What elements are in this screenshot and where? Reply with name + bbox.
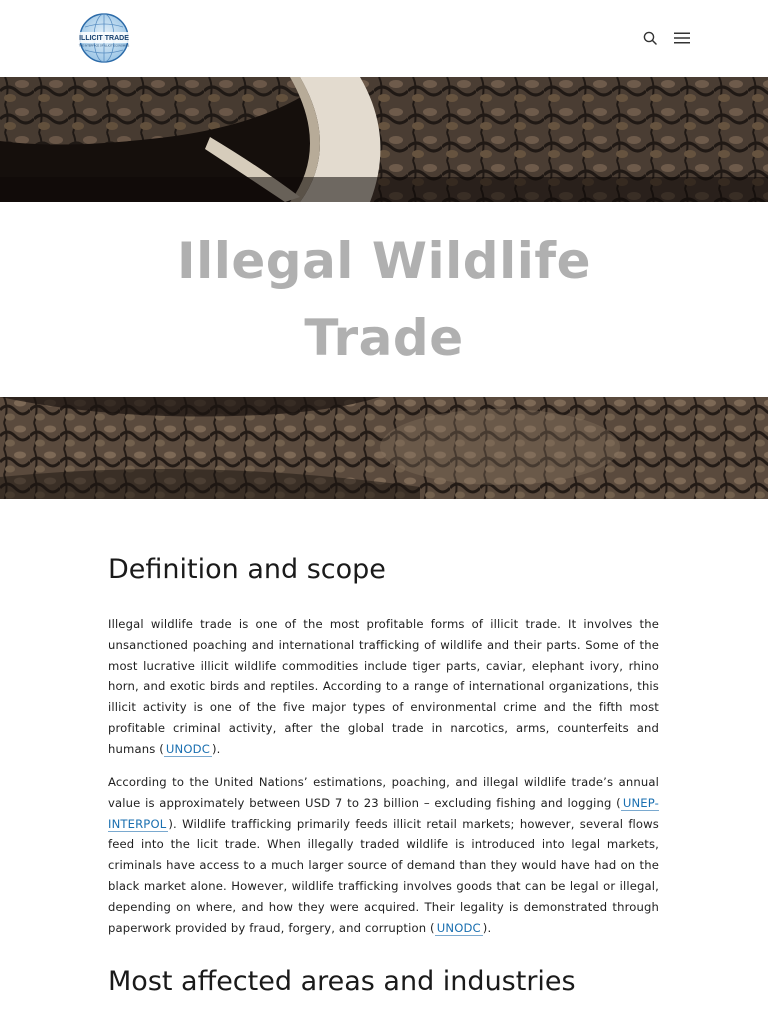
hero-image-bottom: [0, 397, 768, 499]
site-header: [0, 0, 768, 77]
unodc-link-2[interactable]: UNODC: [436, 920, 481, 935]
paragraph-text: According to the United Nations’ estimations, poaching, and illegal wildlife trade’s annual value is approximately between USD 7 to 23 billion – excluding fishing and logging (: [108, 775, 659, 810]
hero-banner: [0, 77, 768, 499]
globe-logo-icon: [77, 8, 131, 68]
paragraph-text: Illegal wildlife trade is one of the most profitable forms of illicit trade. It involves the unsanctioned poaching and international trafficking of wildlife and their parts. Some of the most lucrative illicit wildlife commodities include tiger parts, caviar, elephant ivory, rhino horn, and exotic birds and reptiles. According to a range of international organizations, this illicit activity is one of the five major types of environmental crime and the fifth most profitable criminal activity, after the global trade in narcotics, arms, counterfeits and humans (: [108, 617, 659, 756]
site-logo[interactable]: [77, 8, 131, 68]
hero-title-panel: [0, 202, 768, 397]
menu-button[interactable]: [672, 28, 692, 48]
logo-subtext: THE INTERFACE OF ILLICIT ECONOMIES: [78, 44, 130, 48]
paragraph-text-mid: ). Wildlife trafficking primarily feeds illicit retail markets; however, several flows feed into the licit trade. When illegally traded wildlife is introduced into legal markets, criminals have access to a much larger source of demand than they would have had on the black market alone. However, wildlife trafficking involves goods that can be legal or illegal, depending on where, and how they were acquired. Their legality is demonstrated through paperwork provided by fraud, forgery, and corruption (: [108, 816, 659, 935]
section-title-affected-areas: Most affected areas and industries: [108, 966, 576, 997]
paragraph-text-end: ).: [482, 920, 492, 935]
paragraph-text-end: ).: [211, 741, 221, 756]
header-actions: [640, 28, 692, 48]
logo-text: ILLICIT TRADE: [79, 35, 129, 42]
unep-interpol-link[interactable]: UNEP-INTERPOL: [108, 795, 659, 831]
page-title: Illegal Wildlife Trade: [176, 231, 592, 367]
hamburger-menu-icon: [673, 31, 691, 45]
section-title-definition: Definition and scope: [108, 554, 386, 585]
hero-image-top: [0, 77, 768, 202]
unodc-link[interactable]: UNODC: [165, 741, 210, 756]
paragraph-definition-1: [108, 614, 659, 760]
paragraph-definition-2: [108, 772, 659, 938]
search-button[interactable]: [640, 28, 660, 48]
search-icon: [643, 31, 657, 45]
